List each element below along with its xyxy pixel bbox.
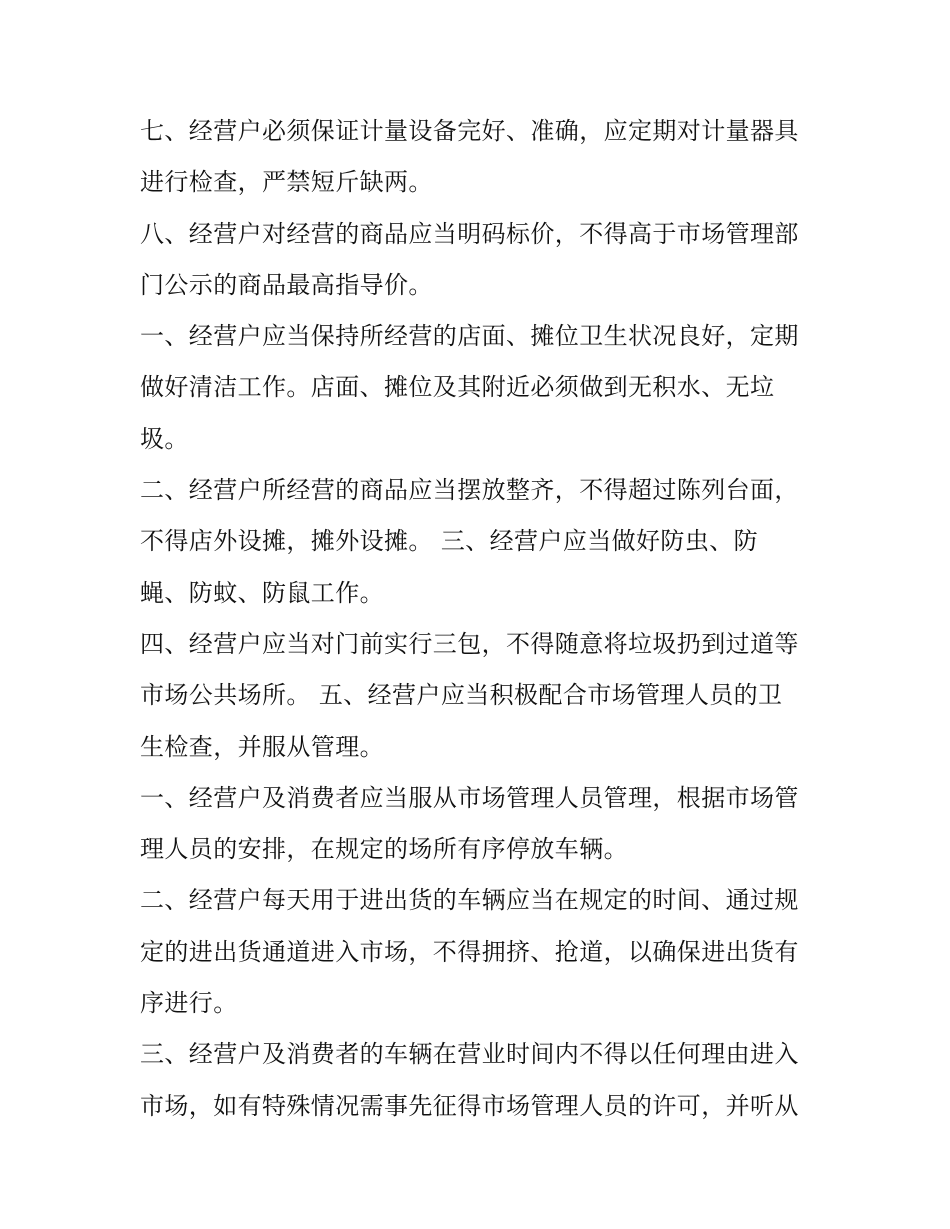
text-line: 做好清洁工作。店面、摊位及其附近必须做到无积水、无垃 [140, 373, 775, 402]
text-line: 七、经营户必须保证计量设备完好、准确，应定期对计量器具 [140, 117, 799, 145]
text-line: 八、经营户对经营的商品应当明码标价，不得高于市场管理部 [140, 219, 799, 248]
text-line: 不得店外设摊，摊外设摊。 三、经营户应当做好防虫、防 [140, 527, 759, 556]
text-line: 一、经营户及消费者应当服从市场管理人员管理，根据市场管 [140, 783, 799, 812]
text-line: 一、经营户应当保持所经营的店面、摊位卫生状况良好，定期 [140, 322, 799, 351]
text-line: 二、经营户每天用于进出货的车辆应当在规定的时间、通过规 [140, 886, 799, 915]
text-line: 圾。 [140, 424, 189, 453]
text-line: 序进行。 [140, 989, 238, 1018]
text-line: 进行检查，严禁短斤缺两。 [140, 168, 433, 197]
text-line: 生检查，并服从管理。 [140, 732, 384, 761]
text-line: 市场公共场所。 五、经营户应当积极配合市场管理人员的卫 [140, 681, 783, 710]
text-line: 四、经营户应当对门前实行三包，不得随意将垃圾扔到过道等 [140, 629, 799, 658]
text-line: 蝇、防蚊、防鼠工作。 [140, 578, 384, 607]
document-body [140, 106, 820, 1132]
text-line: 门公示的商品最高指导价。 [140, 270, 433, 299]
text-line: 二、经营户所经营的商品应当摆放整齐，不得超过陈列台面， [140, 476, 799, 505]
text-line: 理人员的安排，在规定的场所有序停放车辆。 [140, 835, 628, 864]
text-line: 市场，如有特殊情况需事先征得市场管理人员的许可，并听从 [140, 1091, 799, 1120]
text-line: 三、经营户及消费者的车辆在营业时间内不得以任何理由进入 [140, 1040, 799, 1069]
text-line: 定的进出货通道进入市场，不得拥挤、抢道，以确保进出货有 [140, 937, 799, 966]
